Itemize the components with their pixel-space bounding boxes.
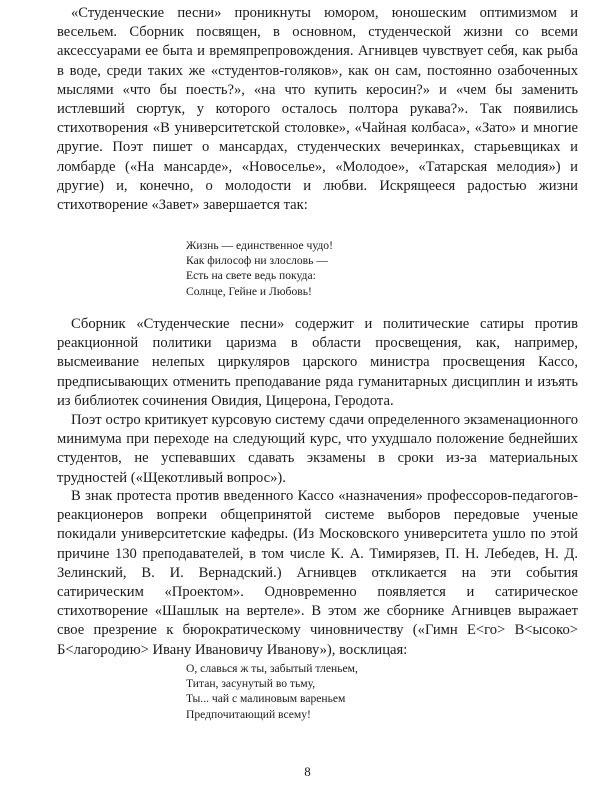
paragraph-student-songs-intro: «Студенческие песни» проникнуты юмором, юношеским оптимизмом и весельем. Сборник посвящен, в основном, студенческой жизни со всеми аксессуарами ее быта и времяпрепровождения. Агнивцев чувствует себя, как рыба в воде, среди таких же «студентов-голяков», как он сам, постоянно озабоченных мыслями «что бы поесть?», «на что купить керосин?» и «чем бы заменить истлевший сюртук, у которого осталось полтора рукава?». Так появились стихотворения «В университетской столовке», «Чайная колбаса», «Зато» и многие другие. Поэт пишет о мансардах, студенческих вечеринках, старьевщиках и ломбарде («На мансарде», «Новоселье», «Молодое», «Татарская мелодия») и другие) и, конечно, о молодости и любви. Искрящееся радостью жизни стихотворение «Завет» завершается так: — [57, 5, 578, 214]
poem-line: Есть на свете ведь покуда: — [186, 269, 316, 283]
poem-line: Ты... чай с малиновым вареньем — [186, 692, 346, 706]
poem-line: Солнце, Гейне и Любовь! — [186, 284, 312, 298]
paragraph-course-system: Поэт остро критикует курсовую систему сдачи определенного экзаменационного минимума при переходе на следующий курс, что ухудшало положение беднейших студентов, не успевавших сдавать экзамены в сроки из-за материальных трудностей («Щекотливый вопрос»). — [57, 412, 578, 486]
poem-line: Предпочитающий всему! — [186, 707, 311, 721]
paragraph-political-satire: Сборник «Студенческие песни» содержит и политические сатиры против реакционной политики царизма в области просвещения, как, например, высмеивание нелепых циркуляров царского министра просвещения Кассо, предписывающих отменить преподавание ряда гуманитарных дисциплин и изъять из библиотек сочинения Овидия, Цицерона, Геродота. — [57, 316, 578, 409]
poem-line: Как философ ни злословь — — [186, 254, 328, 268]
poem-line: Титан, засунутый во тьму, — [186, 677, 316, 691]
poem-hymn — [186, 661, 358, 722]
poem-line: О, славься ж ты, забытый тленьем, — [186, 662, 358, 675]
poem-line: Жизнь — единственное чудо! — [186, 239, 333, 252]
paragraph-professors-protest: В знак протеста против введенного Кассо «назначения» профессоров-педагогов-реакционеров вопреки общепринятой системе выборов передовые ученые покидали университетские кафедры. (Из Московского университета ушло по этой причине 130 преподавателей, в том числе К. А. Тимирязев, П. Н. Лебедев, Н. Д. Зелинский, В. И. Вернадский.) Агнивцев откликается на эти события сатирическим «Проектом». Одновременно появляется и сатирическое стихотворение «Шашлык на вертеле». В этом же сборнике Агнивцев выражает свое презрение к бюрократическому чиновничеству («Гимн Е<го> В<ысоко> Б<лагородию> Ивану Ивановичу Иванову»), восклицая: — [57, 488, 578, 658]
page-number: 8 — [304, 764, 311, 779]
poem-zavet — [186, 238, 333, 299]
